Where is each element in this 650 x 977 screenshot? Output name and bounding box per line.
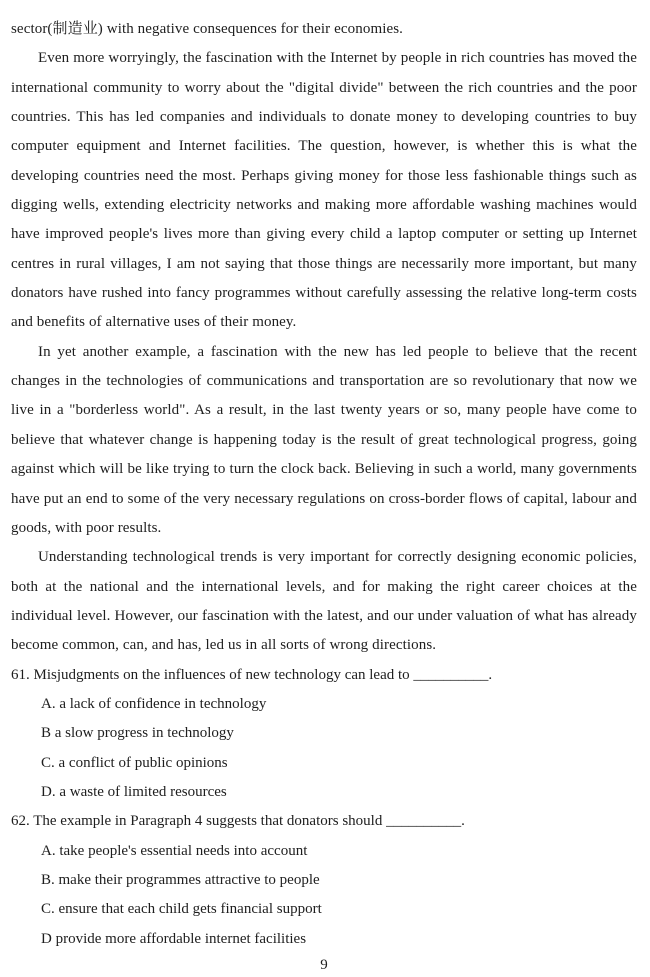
passage-paragraph-continuation: sector(制造业) with negative consequences for their economies. [11, 21, 404, 37]
question-61 [11, 661, 637, 808]
question-62-option-d: D provide more affordable internet facilities [41, 930, 307, 947]
question-61-option-c: C. a conflict of public opinions [41, 754, 228, 771]
question-61-line [11, 661, 637, 690]
question-61-option-d: D. a waste of limited resources [41, 783, 227, 800]
question-62-line [11, 807, 637, 836]
question-62-stem: The example in Paragraph 4 suggests that donators should __________. [33, 813, 465, 830]
question-62-option-c: C. ensure that each child gets financial support [41, 901, 322, 918]
question-61-stem: Misjudgments on the influences of new technology can lead to __________. [33, 666, 493, 683]
question-62-option-b: B. make their programmes attractive to people [41, 871, 320, 888]
passage-paragraph-4: Understanding technological trends is very important for correctly designing economic policies, both at the national and the international levels, and for making the right career choices at the individual level. However, our fascination with the latest, and our under valuation of what has already become common, can, and has, led us in all sorts of wrong directions. [11, 549, 637, 654]
question-61-number: 61. [11, 666, 30, 683]
page-number: 9 [320, 957, 328, 973]
question-61-option-a: A. a lack of confidence in technology [41, 695, 267, 712]
question-61-option-b: B a slow progress in technology [41, 725, 234, 742]
passage-paragraph-2: Even more worryingly, the fascination with the Internet by people in rich countries has moved the international community to worry about the "digital divide" between the rich countries and the poor countries. This has led companies and individuals to donate money to developing countries to buy computer equipment and Internet facilities. The question, however, is whether this is what the developing countries need the most. Perhaps giving money for those less fashionable things such as digging wells, extending electricity networks and making more affordable washing machines would have improved people's lives more than giving every child a laptop computer or setting up Internet centres in rural villages, I am not saying that those things are necessarily more important, but many donators have rushed into fancy programmes without carefully assessing the relative long-term costs and benefits of alternative uses of their money. [11, 50, 637, 331]
question-62 [11, 807, 637, 954]
question-62-option-a: A. take people's essential needs into account [41, 842, 308, 859]
passage-paragraph-3: In yet another example, a fascination with the new has led people to believe that the recent changes in the technologies of communications and transportation are so revolutionary that now we live in a "borderless world". As a result, in the last twenty years or so, many people have come to believe that whatever change is happening today is the result of great technological progress, going against which will be like trying to turn the clock back. Believing in such a world, many governments have put an end to some of the very necessary regulations on cross-border flows of capital, labour and goods, with poor results. [11, 343, 637, 536]
question-62-number: 62. [11, 813, 30, 830]
